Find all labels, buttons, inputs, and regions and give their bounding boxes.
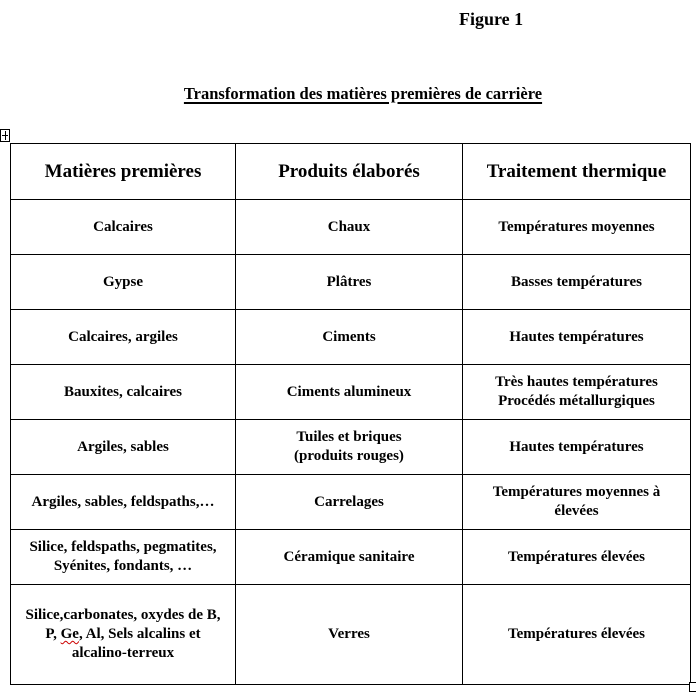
table-header-row [11,144,691,200]
move-cross-vertical [5,131,6,140]
table-row [11,310,691,365]
table-cell[interactable]: Plâtres [236,255,463,310]
table-cell[interactable]: Températures moyennes à élevées [463,475,691,530]
figure-label[interactable]: Figure 1 [459,9,524,29]
table-cell[interactable]: Ciments alumineux [236,365,463,420]
table-row [11,585,691,685]
table-cell[interactable]: Gypse [11,255,236,310]
table-row [11,420,691,475]
table-header [11,144,691,200]
table-cell[interactable]: Céramique sanitaire [236,530,463,585]
column-header[interactable]: Produits élaborés [236,144,463,200]
table-cell[interactable]: Tuiles et briques (produits rouges) [236,420,463,475]
table-row [11,530,691,585]
document-title-text[interactable]: Transformation des matières premières de carrière [183,84,543,103]
text-segment[interactable]: , Al, Sels alcalins et [78,626,201,643]
table-body [11,200,691,685]
table-cell[interactable]: Silice,carbonates, oxydes de B, P, Ge, Al, Sels alcalins et alcalino-terreux [11,585,236,685]
table-cell[interactable]: Hautes températures [463,420,691,475]
table-cell[interactable]: Bauxites, calcaires [11,365,236,420]
column-header[interactable]: Traitement thermique [463,144,691,200]
table-move-handle-icon[interactable] [0,129,10,142]
table-cell[interactable]: Argiles, sables, feldspaths,… [11,475,236,530]
table-resize-handle-icon[interactable] [689,682,696,692]
table-row [11,365,691,420]
table-cell[interactable]: Basses températures [463,255,691,310]
table-cell[interactable]: Argiles, sables [11,420,236,475]
table-cell[interactable]: Verres [236,585,463,685]
column-header[interactable]: Matières premières [11,144,236,200]
table-cell[interactable]: Hautes températures [463,310,691,365]
table-cell[interactable]: Calcaires, argiles [11,310,236,365]
table-cell[interactable]: Chaux [236,200,463,255]
misspelled-word[interactable]: Ge [60,626,79,643]
table-cell[interactable]: Températures élevées [463,530,691,585]
materials-transformation-table [10,143,691,685]
table-cell[interactable]: Températures moyennes [463,200,691,255]
table-row [11,200,691,255]
table-cell[interactable]: Ciments [236,310,463,365]
table-cell[interactable]: Calcaires [11,200,236,255]
text-segment[interactable]: P, [45,626,61,643]
table-cell[interactable]: Silice, feldspaths, pegmatites, Syénites, fondants, … [11,530,236,585]
document-title[interactable] [30,84,696,104]
table-cell[interactable]: Carrelages [236,475,463,530]
table-row [11,255,691,310]
table-row [11,475,691,530]
table-cell[interactable]: Très hautes températures Procédés métallurgiques [463,365,691,420]
table-cell[interactable]: Températures élevées [463,585,691,685]
